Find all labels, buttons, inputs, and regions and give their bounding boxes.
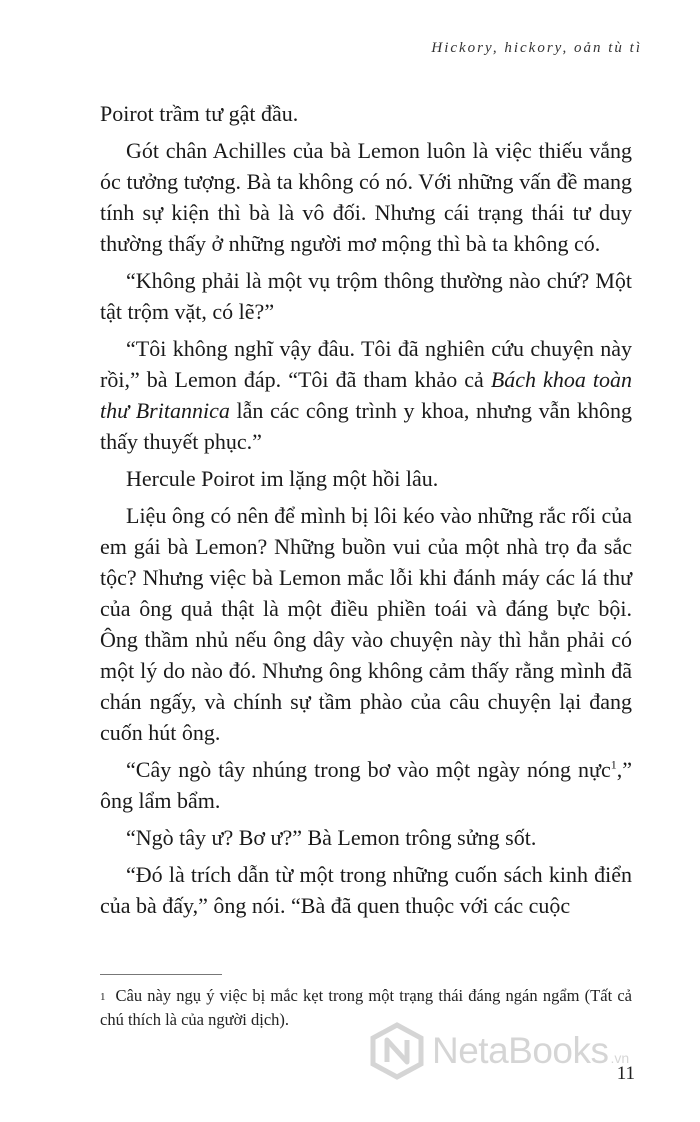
footnote-text: Câu này ngụ ý việc bị mắc kẹt trong một trạng thái đáng ngán ngẩm (Tất cả chú thích là của người dịch). [100,986,632,1029]
paragraph: “Ngò tây ư? Bơ ư?” Bà Lemon trông sửng sốt. [126,825,537,850]
body-text [100,98,632,927]
footnote-reference[interactable]: 1 [610,757,617,772]
running-head-title: Hickory, hickory, oản tù tì [431,40,642,56]
paragraph-text: “Cây ngò tây nhúng trong bơ vào một ngày nóng nực [126,757,611,782]
paragraph [100,333,632,457]
paragraph-text: lẫn các công trình y khoa, nhưng vẫn không thấy thuyết phục.” [100,398,632,454]
footnote-mark: 1 [100,991,106,1003]
watermark-suffix: .vn [610,1050,630,1066]
paragraph: Poirot trầm tư gật đầu. [100,101,299,126]
watermark [368,1022,629,1080]
paragraph: Liệu ông có nên để mình bị lôi kéo vào những rắc rối của em gái bà Lemon? Những buồn vui của một nhà trọ đa sắc tộc? Nhưng việc bà Lemon mắc lỗi khi đánh máy các lá thư của ông quả thật là một điều phiền toái và đáng bực bội. Ông thầm nhủ nếu ông dây vào chuyện này thì hẳn phải có một lý do nào đó. Nhưng ông không cảm thấy rằng mình đã chán ngấy, và chính sự tầm phào của câu chuyện lại đang cuốn hút ông. [100,503,632,745]
book-title: Bách khoa toàn thư Britannica [100,367,632,423]
netabooks-logo-icon [368,1022,426,1080]
footnote-divider [100,974,222,975]
paragraph: “Không phải là một vụ trộm thông thường nào chứ? Một tật trộm vặt, có lẽ?” [100,268,632,324]
paragraph: Hercule Poirot im lặng một hồi lâu. [126,466,439,491]
page-number: 11 [616,1063,635,1084]
paragraph-text: ,” ông lẩm bẩm. [100,757,632,813]
paragraph-text: “Tôi không nghĩ vậy đâu. Tôi đã nghiên cứu chuyện này rồi,” bà Lemon đáp. “Tôi đã tham khảo cả [100,336,632,392]
paragraph: Gót chân Achilles của bà Lemon luôn là việc thiếu vắng óc tưởng tượng. Bà ta không có nó. Với những vấn đề mang tính sự kiện thì bà là vô đối. Nhưng cái trạng thái tư duy thường thấy ở những người mơ mộng thì bà ta không có. [100,138,632,256]
paragraph: “Đó là trích dẫn từ một trong những cuốn sách kinh điển của bà đấy,” ông nói. “Bà đã quen thuộc với các cuộc [100,862,632,918]
paragraph [100,754,632,816]
watermark-brand: NetaBooks [432,1030,609,1071]
